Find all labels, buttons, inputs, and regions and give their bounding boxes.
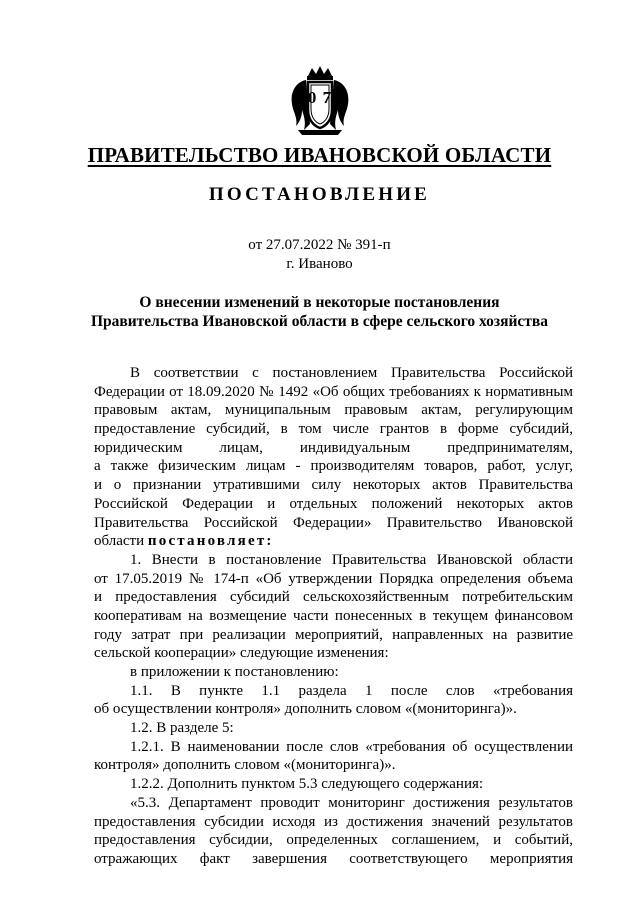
body-line: в приложении к постановлению: [130,664,339,680]
body-text: области [94,533,148,550]
body-line: отражающих факт завершения соответствующего мероприятия [94,850,573,867]
emblem-text: 0 7 [307,88,333,107]
body-line [94,532,573,551]
body-line: предоставления субсидии, определенных соглашением, и событий, [94,832,573,849]
document-body [94,364,573,869]
document-type: ПОСТАНОВЛЕНИЕ [208,184,431,205]
body-line: 1.2. В разделе 5: [130,720,234,737]
body-line: 1. Внести в постановление Правительства Ивановской области [130,551,573,568]
body-line: Правительства Российской Федерации» Правительство Ивановской [94,514,573,531]
body-line: от 17.05.2019 № 174-п «Об утверждении Порядка определения объема [94,570,573,587]
body-line: сельской кооперации» следующие изменения: [94,645,389,662]
body-line: правовым актам, муниципальным правовым актам, регулирующим [94,402,573,419]
body-line: предоставление субсидий, в том числе грантов в форме субсидий, [94,421,573,438]
document-number-date: от 27.07.2022 № 391-п [248,237,391,253]
body-line: Российской Федерации и отдельных положений некоторых актов [94,495,573,512]
body-line: а также физическим лицам - производителям товаров, работ, услуг, [94,458,573,475]
body-line: В соответствии с постановлением Правительства Российской [130,365,573,381]
document-city: г. Иваново [286,256,353,272]
body-line: предоставления субсидии исходя из достижения значений результатов [94,813,573,830]
subject-line-1: О внесении изменений в некоторые постановления [139,294,500,311]
body-line: и о признании утратившими силу некоторых актов Правительства [94,477,573,494]
body-line: кооперативам на возмещение части понесенных в текущем финансовом [94,607,573,624]
body-line: контроля» дополнить словом «(мониторинга)». [94,757,396,774]
body-line: 1.2.1. В наименовании после слов «требования об осуществлении [130,738,573,755]
body-line: юридическим лицам, индивидуальным предпринимателям, [94,439,573,456]
body-line: Федерации от 18.09.2020 № 1492 «Об общих требованиях к нормативным [94,383,573,400]
subject-line-2: Правительства Ивановской области в сфере сельского хозяйства [90,313,549,330]
body-line: и предоставления субсидий сельскохозяйственным потребительским [94,589,573,606]
resolves-word: постановляет: [147,533,274,550]
government-title: ПРАВИТЕЛЬСТВО ИВАНОВСКОЙ ОБЛАСТИ [87,143,552,167]
body-line: «5.3. Департамент проводит мониторинг достижения результатов [130,794,573,811]
body-line: об осуществлении контроля» дополнить словом «(мониторинга)». [94,701,517,718]
body-line: 1.1. В пункте 1.1 раздела 1 после слов «требования [130,682,573,699]
body-line: 1.2.2. Дополнить пунктом 5.3 следующего содержания: [130,776,484,793]
body-line: году затрат при реализации мероприятий, направленных на развитие [94,626,573,643]
